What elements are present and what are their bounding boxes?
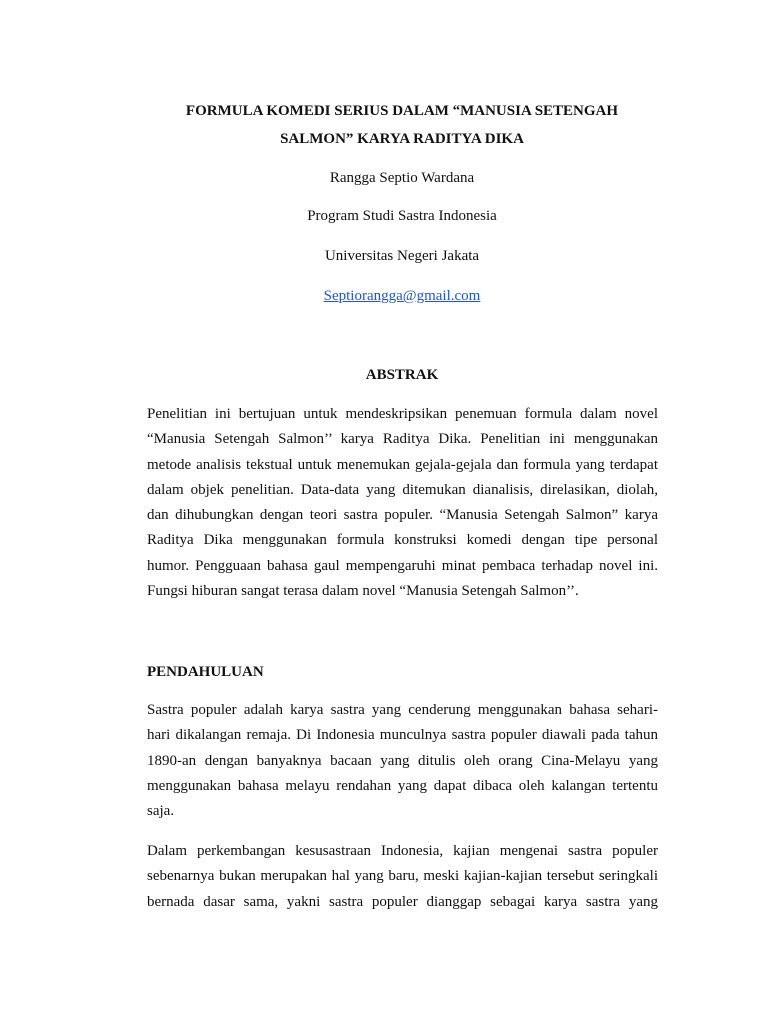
introduction-paragraph-2 bbox=[147, 839, 658, 915]
author-email-link[interactable]: Septiorangga@gmail.com bbox=[323, 288, 481, 304]
abstract-line: Raditya Dika menggunakan formula konstruksi komedi dengan tipe personal bbox=[147, 532, 658, 549]
intro-line: Dalam perkembangan kesusastraan Indonesia, kajian mengenai sastra populer bbox=[147, 843, 658, 859]
introduction-paragraph-1 bbox=[147, 698, 658, 824]
abstract-line: Fungsi hiburan sangat terasa dalam novel “Manusia Setengah Salmon’’. bbox=[147, 583, 579, 600]
introduction-heading: PENDAHULUAN bbox=[147, 664, 264, 680]
abstract-line: humor. Pengguaan bahasa gaul mempengaruhi minat pembaca terhadap novel ini. bbox=[147, 557, 658, 574]
abstract-line: “Manusia Setengah Salmon’’ karya Raditya Dika. Penelitian ini menggunakan bbox=[147, 431, 658, 448]
paper-title-line-2: SALMON” KARYA RADITYA DIKA bbox=[280, 131, 524, 147]
abstract-line: Penelitian ini bertujuan untuk mendeskripsikan penemuan formula dalam novel bbox=[147, 406, 658, 422]
author-name: Rangga Septio Wardana bbox=[329, 170, 475, 186]
university-name: Universitas Negeri Jakata bbox=[324, 248, 480, 264]
intro-line: bernada dasar sama, yakni sastra populer dianggap sebagai karya sastra yang bbox=[147, 893, 658, 910]
abstract-line: metode analisis tekstual untuk menemukan gejala-gejala dan formula yang terdapat bbox=[147, 456, 658, 473]
abstract-paragraph bbox=[147, 402, 658, 604]
intro-line: 1890-an dengan banyaknya bacaan yang ditulis oleh orang Cina-Melayu yang bbox=[147, 752, 658, 769]
intro-line: sebenarnya bukan merupakan hal yang baru, meski kajian-kajian tersebut seringkali bbox=[147, 868, 658, 885]
paper-title-line-1: FORMULA KOMEDI SERIUS DALAM “MANUSIA SETENGAH bbox=[185, 103, 619, 119]
intro-line: Sastra populer adalah karya sastra yang cenderung menggunakan bahasa sehari- bbox=[147, 702, 658, 718]
author-email-container bbox=[100, 286, 704, 306]
abstract-line: dan dihubungkan dengan teori sastra populer. “Manusia Setengah Salmon” karya bbox=[147, 507, 658, 524]
abstract-line: dalam objek penelitian. Data-data yang ditemukan dianalisis, direlasikan, diolah, bbox=[147, 481, 658, 498]
intro-line: saja. bbox=[147, 803, 175, 820]
abstract-heading: ABSTRAK bbox=[365, 367, 439, 383]
intro-line: menggunakan bahasa melayu rendahan yang dapat dibaca oleh kalangan tertentu bbox=[147, 777, 658, 794]
study-program: Program Studi Sastra Indonesia bbox=[307, 208, 497, 224]
intro-line: hari dikalangan remaja. Di Indonesia munculnya sastra populer diawali pada tahun bbox=[147, 727, 658, 744]
